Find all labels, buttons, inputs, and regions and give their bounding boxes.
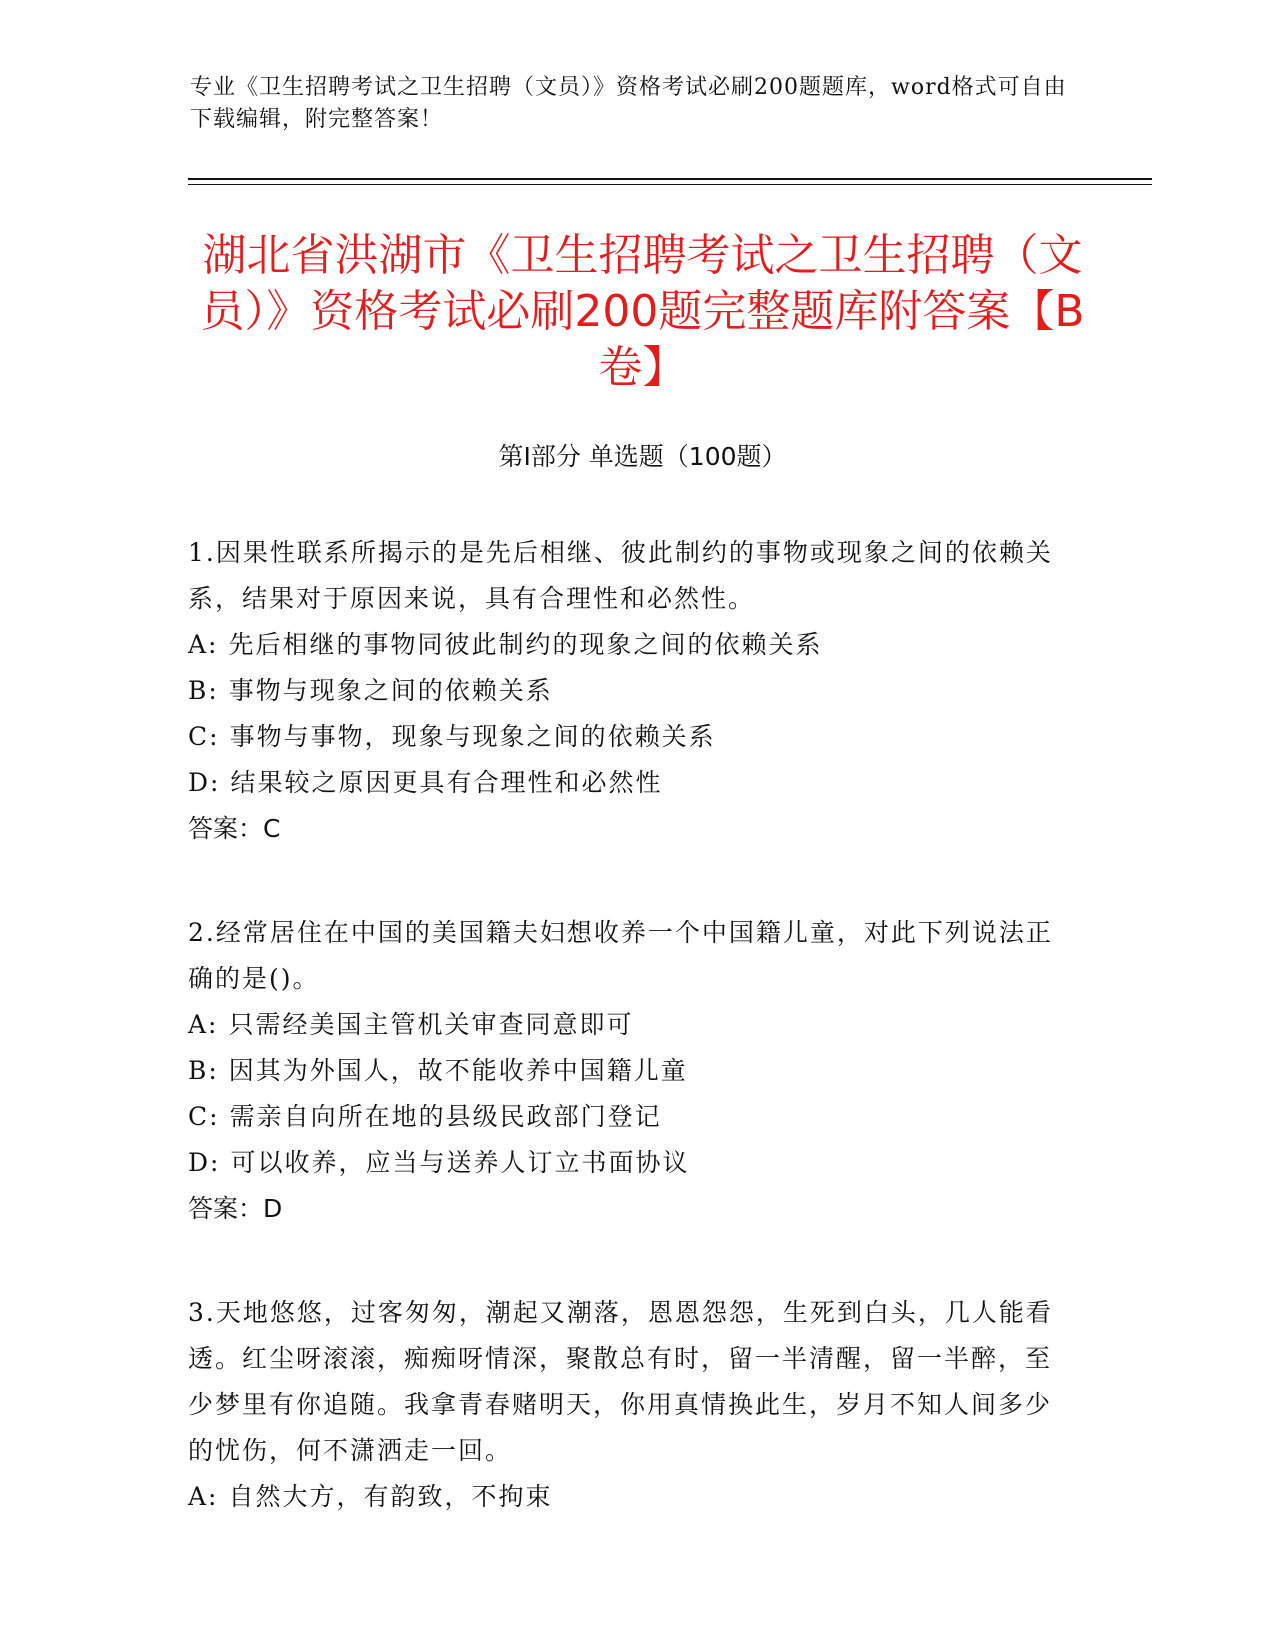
question-3 xyxy=(188,1290,1068,1520)
option-key: C: xyxy=(188,722,220,751)
question-stem: 3.天地悠悠，过客匆匆，潮起又潮落，恩恩怨怨，生死到白头，几人能看透。红尘呀滚滚，痴痴呀情深，聚散总有时，留一半清醒，留一半醉，至少梦里有你追随。我拿青春赌明天，你用真情换此生，岁月不知人间多少的忧伤，何不潇洒走一回。 xyxy=(188,1298,1053,1465)
header-rule-thin xyxy=(188,184,1152,185)
answer-label: 答案： xyxy=(188,1194,264,1223)
option-key: D: xyxy=(188,768,221,797)
option-a xyxy=(188,622,1068,668)
option-text: 需亲自向所在地的县级民政部门登记 xyxy=(229,1102,662,1131)
option-key: A: xyxy=(188,1010,219,1039)
question-list xyxy=(188,530,1068,1578)
question-1 xyxy=(188,530,1068,852)
header-note: 专业《卫生招聘考试之卫生招聘（文员）》资格考试必刷200题题库，word格式可自由下载编辑，附完整答案！ xyxy=(190,75,1067,132)
option-b xyxy=(188,1048,1068,1094)
answer-line xyxy=(188,1186,1068,1232)
option-text: 事物与事物，现象与现象之间的依赖关系 xyxy=(229,722,716,751)
option-text: 可以收养，应当与送养人订立书面协议 xyxy=(230,1148,690,1177)
option-text: 因其为外国人，故不能收养中国籍儿童 xyxy=(228,1056,688,1085)
option-a xyxy=(188,1474,1068,1520)
question-2 xyxy=(188,910,1068,1232)
question-stem: 2.经常居住在中国的美国籍夫妇想收养一个中国籍儿童，对此下列说法正确的是()。 xyxy=(188,918,1053,993)
answer-value: D xyxy=(263,1194,283,1223)
option-key: C: xyxy=(188,1102,220,1131)
option-text: 事物与现象之间的依赖关系 xyxy=(228,676,553,705)
answer-line xyxy=(188,806,1068,852)
document-title: 湖北省洪湖市《卫生招聘考试之卫生招聘（文员）》资格考试必刷200题完整题库附答案【B卷】 xyxy=(200,230,1085,393)
option-d xyxy=(188,1140,1068,1186)
option-a xyxy=(188,1002,1068,1048)
option-d xyxy=(188,760,1068,806)
option-key: A: xyxy=(188,630,219,659)
header-rule-thick xyxy=(188,178,1152,180)
option-text: 结果较之原因更具有合理性和必然性 xyxy=(230,768,663,797)
question-stem: 1.因果性联系所揭示的是先后相继、彼此制约的事物或现象之间的依赖关系，结果对于原因来说，具有合理性和必然性。 xyxy=(188,538,1053,613)
option-text: 自然大方，有韵致，不拘束 xyxy=(228,1482,553,1511)
option-c xyxy=(188,714,1068,760)
option-text: 先后相继的事物同彼此制约的现象之间的依赖关系 xyxy=(228,630,823,659)
option-text: 只需经美国主管机关审查同意即可 xyxy=(228,1010,634,1039)
section-heading: 第Ⅰ部分 单选题（100题） xyxy=(498,442,787,471)
option-key: A: xyxy=(188,1482,219,1511)
option-key: B: xyxy=(188,676,219,705)
option-b xyxy=(188,668,1068,714)
option-c xyxy=(188,1094,1068,1140)
option-key: D: xyxy=(188,1148,221,1177)
answer-label: 答案： xyxy=(188,814,264,843)
answer-value: C xyxy=(263,814,281,843)
option-key: B: xyxy=(188,1056,219,1085)
